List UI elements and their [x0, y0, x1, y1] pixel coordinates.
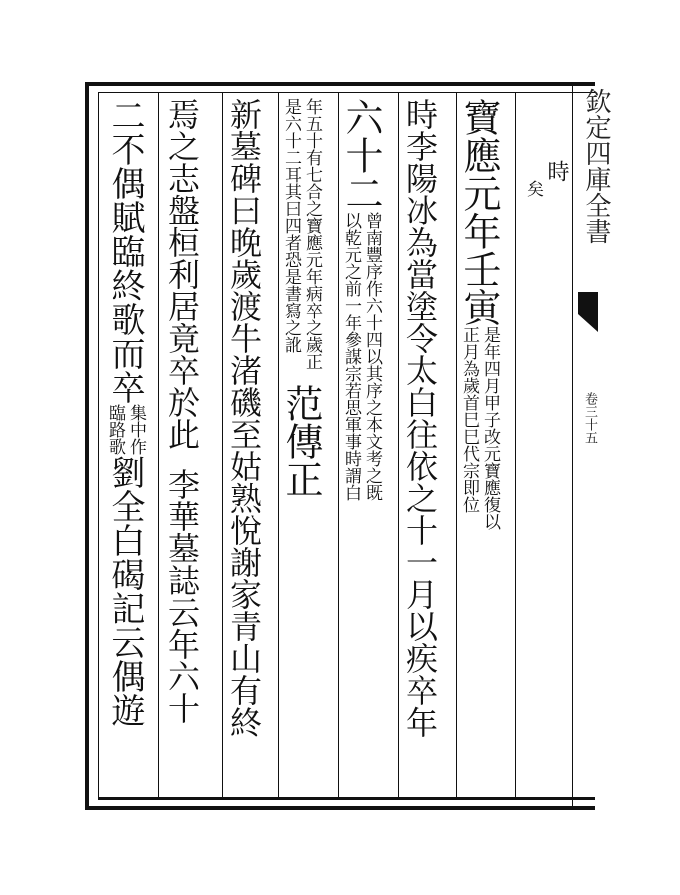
note-line: 集中作	[126, 404, 146, 455]
big-text: 劉全白碣記云偶遊	[105, 455, 145, 727]
column-rule	[222, 92, 223, 800]
volume-label: 卷三十五	[582, 392, 597, 444]
text-column-9	[524, 180, 541, 197]
annotation	[282, 98, 320, 370]
note-line: 曾南豐序作六十四以其序之本文考之既	[362, 212, 382, 501]
annotation	[106, 404, 144, 455]
annotation	[342, 212, 380, 501]
big-text: 寶應元年壬寅	[457, 98, 501, 326]
big-text: 六十二	[339, 98, 383, 212]
big-text: 焉之志盤桓利居竟卒於此	[163, 98, 201, 450]
text-column-6	[163, 98, 201, 724]
big-text: 范傳正	[279, 384, 323, 498]
column-rule	[515, 92, 516, 800]
note-line: 矣	[523, 180, 543, 197]
book-title: 欽定四庫全書	[581, 88, 611, 244]
big-text: 新墓碑曰晚歲渡牛渚磯至姑熟悅謝家青山有終	[225, 98, 263, 738]
text-column-5	[225, 98, 263, 738]
note-line: 正月為歲首巳巳代宗即位	[459, 326, 479, 513]
column-rule	[158, 92, 159, 800]
annotation	[460, 326, 498, 530]
big-text: 李華墓誌云年六十	[163, 468, 201, 724]
column-rule	[398, 92, 399, 800]
text-column-7	[106, 98, 144, 727]
text-column-8	[545, 160, 567, 182]
note-line: 以乾元之前一年參謀宗若思軍事時謂白	[341, 212, 361, 501]
text-column-3	[339, 98, 383, 501]
note-line: 是年四月甲子改元寶應復以	[480, 326, 500, 530]
big-text: 時李陽冰為當塗令太白往依之十一月以疾卒年	[401, 98, 439, 738]
text-column-2	[401, 98, 439, 738]
big-text: 時	[544, 160, 569, 182]
note-line: 是六十二耳其曰四者恐是書寫之訛	[281, 98, 301, 353]
note-line: 年五十有七合之寶應元年病卒之歲正	[302, 98, 322, 370]
big-text: 二不偶賦臨終歌而卒	[105, 98, 145, 404]
text-column-1	[457, 98, 501, 530]
note-line: 臨路歌	[105, 404, 125, 455]
text-column-4	[279, 98, 323, 498]
